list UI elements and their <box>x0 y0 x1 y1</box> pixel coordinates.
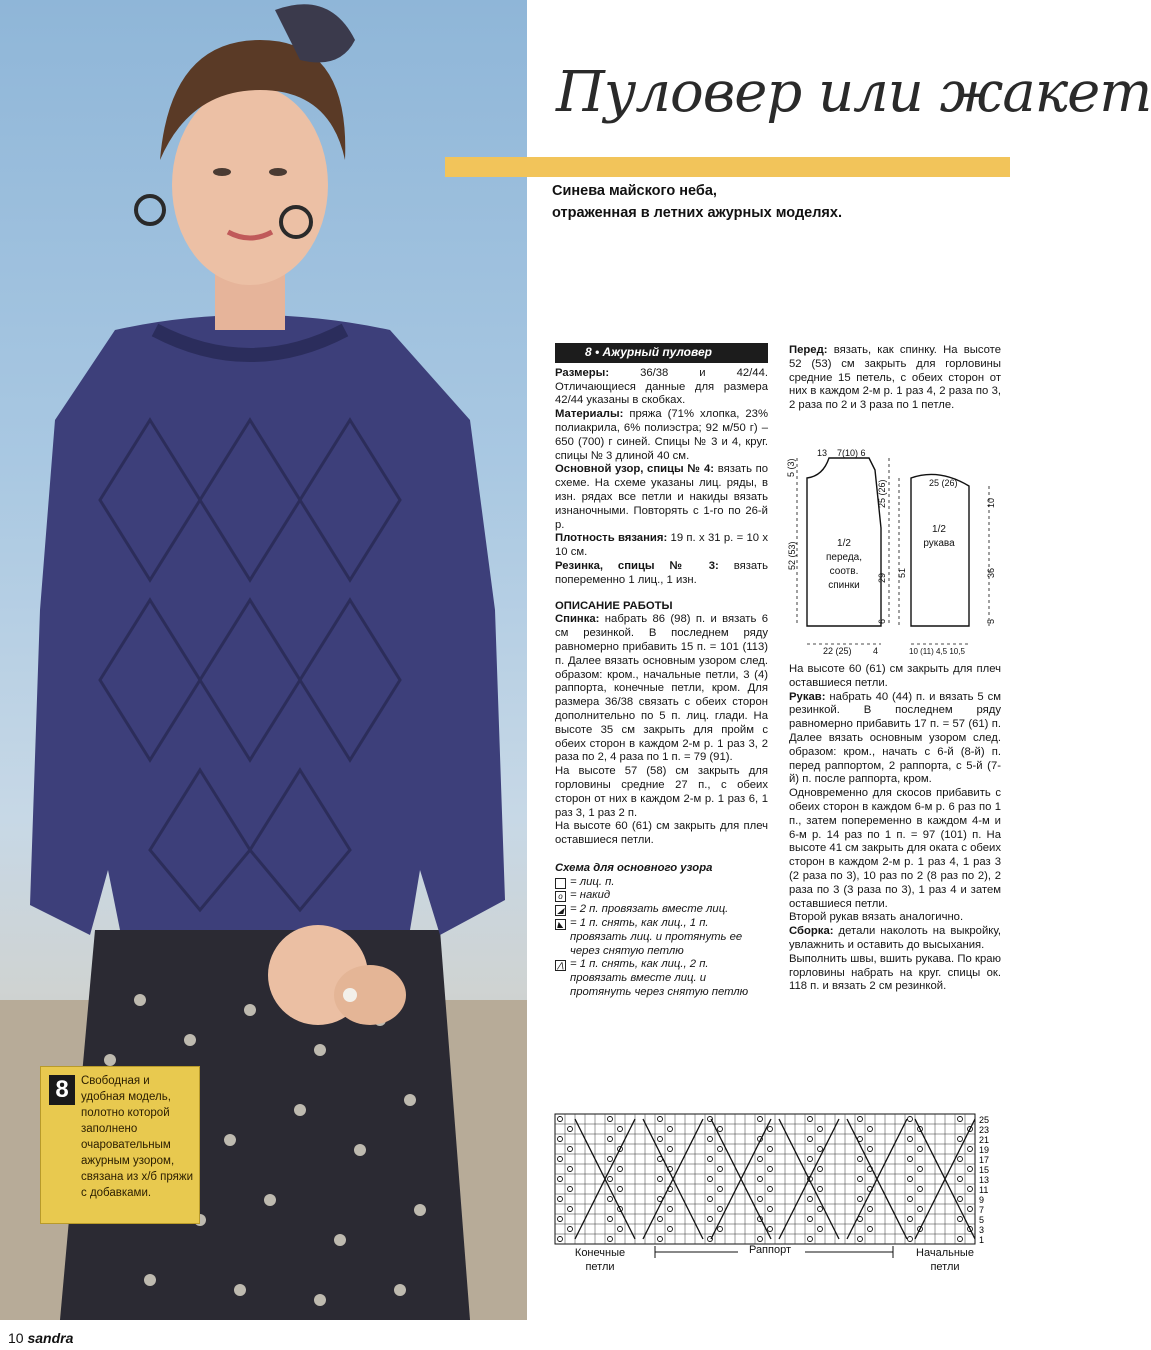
chart-label-end-1: Конечные <box>574 1247 626 1259</box>
magazine-brand: sandra <box>27 1330 74 1346</box>
sizes-paragraph <box>555 367 768 408</box>
dim-22-25: 22 (25) <box>823 646 852 656</box>
dim-neck: 7(10) 6 <box>837 448 866 458</box>
front-paragraph <box>789 344 1001 413</box>
legend-item-knit <box>555 876 768 890</box>
rib-label: Резинка, спицы № 3: <box>555 559 719 572</box>
legend-heading: Схема для основного узора <box>555 861 713 874</box>
legend-text: = 1 п. снять, как лиц., 2 п. провязать вместе лиц. и протянуть через снятую петлю <box>570 958 749 999</box>
dim-25-26-h: 25 (26) <box>929 478 958 488</box>
front-label: Перед: <box>789 344 828 356</box>
dim-29: 29 <box>877 572 887 583</box>
back-paragraph <box>555 613 768 765</box>
sk2p-symbol-icon: ⋀ <box>555 960 566 971</box>
chart-row-number: 5 <box>979 1215 985 1225</box>
item-header: 8 • Ажурный пуловер <box>555 343 768 363</box>
materials-text: пряжа (71% хлопка, 23% полиакрила, 6% полиэстра; 92 м/50 г) – 650 (700) г синей. Спицы № 3 и 4, круг. спицы № 3 длиной 40 см. <box>555 408 769 462</box>
dim-51: 51 <box>897 567 907 578</box>
legend-item-skp <box>555 917 768 958</box>
knit-symbol-icon <box>555 878 566 889</box>
sleeve-outline <box>911 474 969 626</box>
sleeve-label: Рукав: <box>789 690 826 703</box>
materials-paragraph <box>555 408 768 463</box>
front-label-4: спинки <box>828 580 860 591</box>
dim-5: 5 <box>986 618 996 624</box>
garment-schematic <box>786 448 1004 664</box>
chart-label-start-2: петли <box>930 1261 960 1273</box>
skp-symbol-icon: ◣ <box>555 919 566 930</box>
assembly-finish-paragraph: Выполнить швы, вшить рукава. По краю горловины набрать на круг. спицы ок. 118 п. и вязать 2 см резинкой. <box>789 952 1001 993</box>
caption-number: 8 <box>49 1075 75 1105</box>
chart-row-number: 19 <box>979 1145 990 1155</box>
k2tog-symbol-icon: ◢ <box>555 905 566 916</box>
sleeve-second-paragraph: Второй рукав вязать аналогично. <box>789 911 964 924</box>
density-text: 19 п. х 31 р. = 10 х 10 см. <box>555 532 769 559</box>
stitch-chart-labels <box>555 1244 995 1284</box>
instructions-column-right <box>789 344 1001 994</box>
chart-row-number: 11 <box>979 1185 989 1195</box>
dim-10: 10 <box>986 497 996 508</box>
assembly-paragraph <box>789 925 1001 953</box>
work-heading: ОПИСАНИЕ РАБОТЫ <box>555 599 673 612</box>
legend-item-yarnover <box>555 889 768 903</box>
sizes-text: 36/38 и 42/44. Отличающиеся данные для размера 42/44 указаны в скобках. <box>555 366 768 407</box>
chart-row-number: 15 <box>979 1165 990 1175</box>
dim-52-53: 52 (53) <box>787 541 797 570</box>
rapport-brackets <box>555 1244 995 1260</box>
assembly-label: Сборка: <box>789 925 834 938</box>
pattern-text: вязать по схеме. На схеме указаны лиц. ряды, в изн. рядах все петли и накиды вязать изнаночными. Повторять с 1-го по 26-й р. <box>555 463 768 531</box>
front-label-1: 1/2 <box>837 538 851 549</box>
chart-row-number: 9 <box>979 1195 985 1205</box>
density-label: Плотность вязания: <box>555 532 668 545</box>
chart-label-end-2: петли <box>585 1261 615 1273</box>
chart-row-number: 13 <box>979 1175 990 1185</box>
chart-row-number: 1 <box>979 1235 985 1245</box>
chart-row-number: 21 <box>979 1135 990 1145</box>
page-number: 10 <box>8 1330 24 1346</box>
chart-row-number: 23 <box>979 1125 990 1135</box>
legend-list <box>555 876 768 1000</box>
back-label: Спинка: <box>555 613 600 626</box>
back-text-1: набрать 86 (98) п. и вязать 6 см резинкой. В последнем ряду равномерно прибавить 15 п. = 101 (113) п. Далее вязать основным узором след. образом: кром., начальные петли, 3 (4) раппорта, конечные петли, кром. Для размера 36/38 связать с обеих сторон дополнительно по 5 п. лиц. глади. На высоте 35 см закрыть для пройм с обеих сторон в каждом 2-м р. 1 раз 3, 2 раза по 2, 4 раза по 1 п. = 79 (91). <box>555 613 768 764</box>
sleeve-paragraph <box>789 691 1001 788</box>
sizes-label: Размеры: <box>555 366 610 379</box>
title-underline-bar <box>445 157 1010 177</box>
back-shoulder-paragraph: На высоте 60 (61) см закрыть для плеч оставшиеся петли. <box>555 820 768 847</box>
legend-item-sk2p <box>555 958 768 999</box>
sleeve-shaping-paragraph: Одновременно для скосов прибавить с обеих сторон в каждом 6-м р. 6 раз по 1 п., затем попеременно в каждом 4-м и 6-м р. 14 раз по 1 п. = 97 (101) п. На высоте 41 см закрыть для оката с обеих сторон в каждом 2-м р. 1 раз 4, 1 раз 3 (2 раза по 3), 10 раз по 2 (8 раз по 2), 2 раза по 3 (3 раза по 3), 1 раз 4 и затем оставшиеся петли. <box>789 787 1001 910</box>
pattern-paragraph <box>555 463 768 532</box>
dim-13: 13 <box>817 448 828 458</box>
chart-row-number: 3 <box>979 1225 985 1235</box>
chart-row-number: 7 <box>979 1205 985 1215</box>
dim-25-26-v: 25 (26) <box>877 479 887 508</box>
dim-5-3: 5 (3) <box>786 458 796 477</box>
caption-box <box>40 1066 200 1224</box>
front-label-3: соотв. <box>829 566 859 577</box>
legend-text: = 2 п. провязать вместе лиц. <box>570 903 729 916</box>
sleeve-text-1: набрать 40 (44) п. и вязать 5 см резинкой. В последнем ряду равномерно прибавить 17 п. = 57 (61) п. Далее вязать основным узором след. образом: кром., начать с 6-й (8-й) п. перед раппортом, 2 раппорта, с 5-й (7-й) п. после раппорта, кром. <box>789 690 1001 786</box>
chart-label-rapport: Раппорт <box>748 1244 792 1256</box>
stitch-chart-grid <box>555 1114 995 1244</box>
dim-6: 6 <box>877 618 887 624</box>
legend-text: = накид <box>570 889 611 902</box>
page-footer <box>8 1330 73 1346</box>
subtitle-line-2: отраженная в летних ажурных моделях. <box>552 205 842 221</box>
dim-bottom-sleeve: 10 (11) 4,5 10,5 <box>909 647 965 656</box>
front-shoulder-paragraph: На высоте 60 (61) см закрыть для плеч оставшиеся петли. <box>789 662 1001 689</box>
subtitle-line-1: Синева майского неба, <box>552 183 717 199</box>
subtitle <box>552 180 992 224</box>
rib-text: вязать попеременно 1 лиц., 1 изн. <box>555 559 768 586</box>
density-paragraph <box>555 532 768 560</box>
model-photo <box>0 0 527 1320</box>
pattern-label: Основной узор, спицы № 4: <box>555 463 715 476</box>
caption-text: Свободная и удобная модель, полотно которой заполнено очаровательным ажурным узором, связана из х/б пряжи с добавками. <box>81 1075 194 1199</box>
dim-36: 36 <box>986 567 996 578</box>
chart-row-number: 25 <box>979 1115 990 1125</box>
back-neck-paragraph: На высоте 57 (58) см закрыть для горловины средние 27 п., с обеих сторон от них в каждом 2-м р. 1 раз 6, 1 раз 3, 1 раз 2 п. <box>555 765 768 819</box>
stitch-chart <box>555 1114 995 1244</box>
front-label-2: переда, <box>825 552 863 563</box>
front-text: вязать, как спинку. На высоте 52 (53) см закрыть для горловины средние 15 петель, с обеих сторон от них в каждом 2-м р. 1 раз 4, 2 раза по 3, 2 раза по 2 и 3 раза по 1 петле. <box>789 344 1001 412</box>
sleeve-label-1: 1/2 <box>932 524 946 535</box>
legend-text: = 1 п. снять, как лиц., 1 п. провязать лиц. и протянуть ее через снятую петлю <box>570 917 743 957</box>
chart-label-start-1: Начальные <box>916 1247 974 1259</box>
legend-text: = лиц. п. <box>570 875 615 888</box>
assembly-text-1: детали наколоть на выкройку, увлажнить и оставить до высыхания. <box>789 925 1002 951</box>
page-title: Пуловер или жакет <box>556 60 1151 125</box>
dim-4: 4 <box>873 646 879 656</box>
sleeve-label-2: рукава <box>923 538 955 549</box>
instructions-column-left <box>555 343 768 1000</box>
legend-item-k2tog <box>555 903 768 917</box>
rib-paragraph <box>555 560 768 588</box>
materials-label: Материалы: <box>555 408 624 421</box>
yarnover-symbol-icon: o <box>555 891 566 902</box>
chart-row-number: 17 <box>979 1155 990 1165</box>
